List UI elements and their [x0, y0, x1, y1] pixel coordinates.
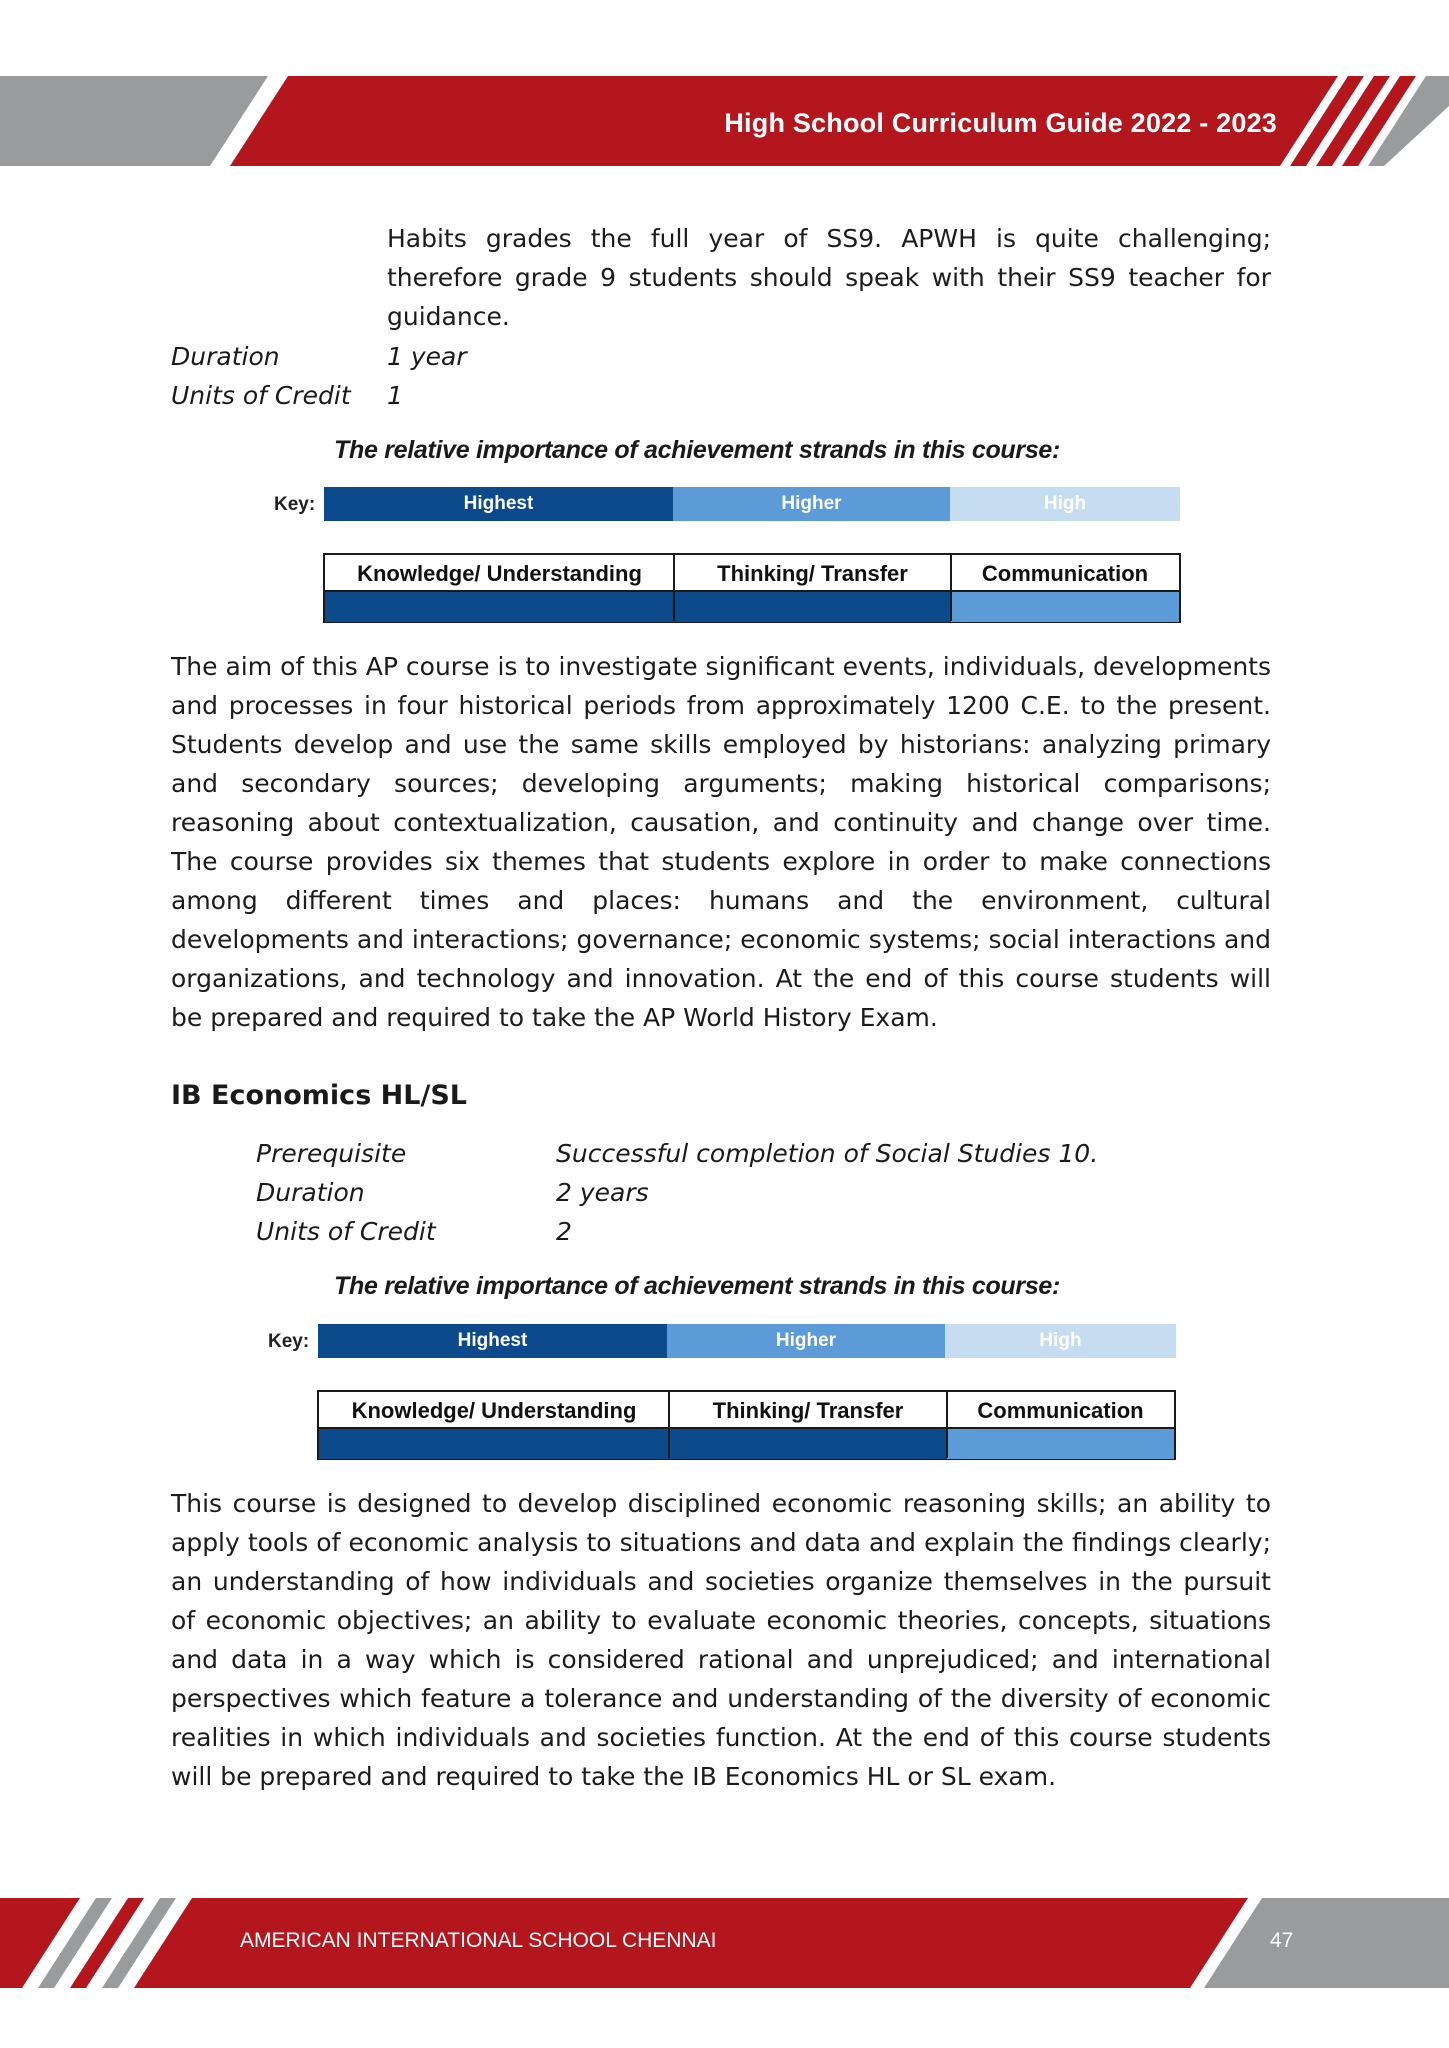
apwh-duration-label: Duration — [171, 342, 280, 371]
apwh-strand-knowledge: Knowledge/ Understanding — [357, 560, 642, 586]
apwh-strand-table — [323, 553, 1181, 623]
apwh-key-label: Key: — [274, 494, 316, 515]
apwh-prereq-continuation — [387, 219, 1271, 336]
ib-econ-strand-knowledge-bar — [319, 1429, 669, 1459]
apwh-key-highest: Highest — [324, 487, 673, 521]
apwh-strand-knowledge-bar — [325, 592, 674, 622]
ib-econ-strand-knowledge: Knowledge/ Understanding — [351, 1397, 637, 1423]
ib-econ-prereq-label: Prerequisite — [256, 1139, 407, 1168]
ib-econ-duration-value: 2 years — [556, 1178, 649, 1207]
apwh-description: The aim of this AP course is to investigate significant events, individuals, developments and processes in four historical periods from approximately 1200 C.E. to the present. Students develop and use the same skills employed by historians: analyzing primary and secondary sources; developing arguments; making historical comparisons; reasoning about contextualization, causation, and continuity and change over time. The course provides six themes that students explore in order to make connections among different times and places: humans and the environment, cultural developments and interactions; governance; economic systems; social interactions and organizations, and technology and innovation. At the end of this course students will be prepared and required to take the AP World History Exam. — [171, 652, 1271, 1032]
ib-econ-strand-thinking: Thinking/ Transfer — [712, 1397, 904, 1423]
footer-band — [0, 1898, 1449, 1988]
apwh-intro-line: guidance. — [387, 302, 510, 331]
ib-econ-strand-thinking-bar — [669, 1429, 947, 1459]
ib-econ-strand-table — [317, 1390, 1176, 1460]
apwh-strand-communication-bar — [951, 592, 1179, 622]
apwh-credit-label: Units of Credit — [171, 381, 351, 410]
apwh-strand-thinking-bar — [674, 592, 951, 622]
apwh-key-high: High — [950, 487, 1180, 521]
apwh-strand-thinking: Thinking/ Transfer — [717, 560, 908, 586]
document-title: High School Curriculum Guide 2022 - 2023 — [724, 108, 1277, 138]
ib-econ-prereq-value: Successful completion of Social Studies 10. — [556, 1139, 1099, 1168]
ib-econ-key-higher: Higher — [667, 1324, 945, 1358]
ib-econ-strand-communication: Communication — [977, 1397, 1144, 1423]
apwh-credit-value: 1 — [387, 381, 403, 410]
apwh-strand-communication: Communication — [981, 560, 1149, 586]
ib-econ-credit-value: 2 — [556, 1217, 572, 1246]
apwh-intro-line: Habits grades the full year of SS9. APWH is quite challenging; — [387, 224, 1271, 253]
ib-econ-strand-communication-bar — [947, 1429, 1174, 1459]
ib-econ-duration-label: Duration — [256, 1178, 365, 1207]
apwh-duration-value: 1 year — [387, 342, 467, 371]
ib-econ-strands-heading: The relative importance of achievement strands in this course: — [334, 1272, 1061, 1300]
ib-econ-key-highest: Highest — [318, 1324, 667, 1358]
footer-school-name: AMERICAN INTERNATIONAL SCHOOL CHENNAI — [240, 1929, 717, 1952]
ib-econ-description: This course is designed to develop disciplined economic reasoning skills; an ability to apply tools of economic analysis to situations and data and explain the findings clearly; an understanding of how individuals and societies organize themselves in the pursuit of economic objectives; an ability to evaluate economic theories, concepts, situations and data in a way which is considered rational and unprejudiced; and international perspectives which feature a tolerance and understanding of the diversity of economic realities in which individuals and societies function. At the end of this course students will be prepared and required to take the IB Economics HL or SL exam. — [171, 1489, 1271, 1791]
ib-econ-title: IB Economics HL/SL — [171, 1080, 467, 1111]
ib-econ-key-label: Key: — [268, 1331, 310, 1352]
apwh-strands-heading: The relative importance of achievement strands in this course: — [334, 436, 1061, 464]
ib-econ-credit-label: Units of Credit — [256, 1217, 436, 1246]
apwh-intro-line: therefore grade 9 students should speak with their SS9 teacher for — [387, 263, 1271, 292]
page-number: 47 — [1270, 1929, 1294, 1952]
apwh-key-higher: Higher — [673, 487, 950, 521]
ib-econ-key-high: High — [945, 1324, 1176, 1358]
